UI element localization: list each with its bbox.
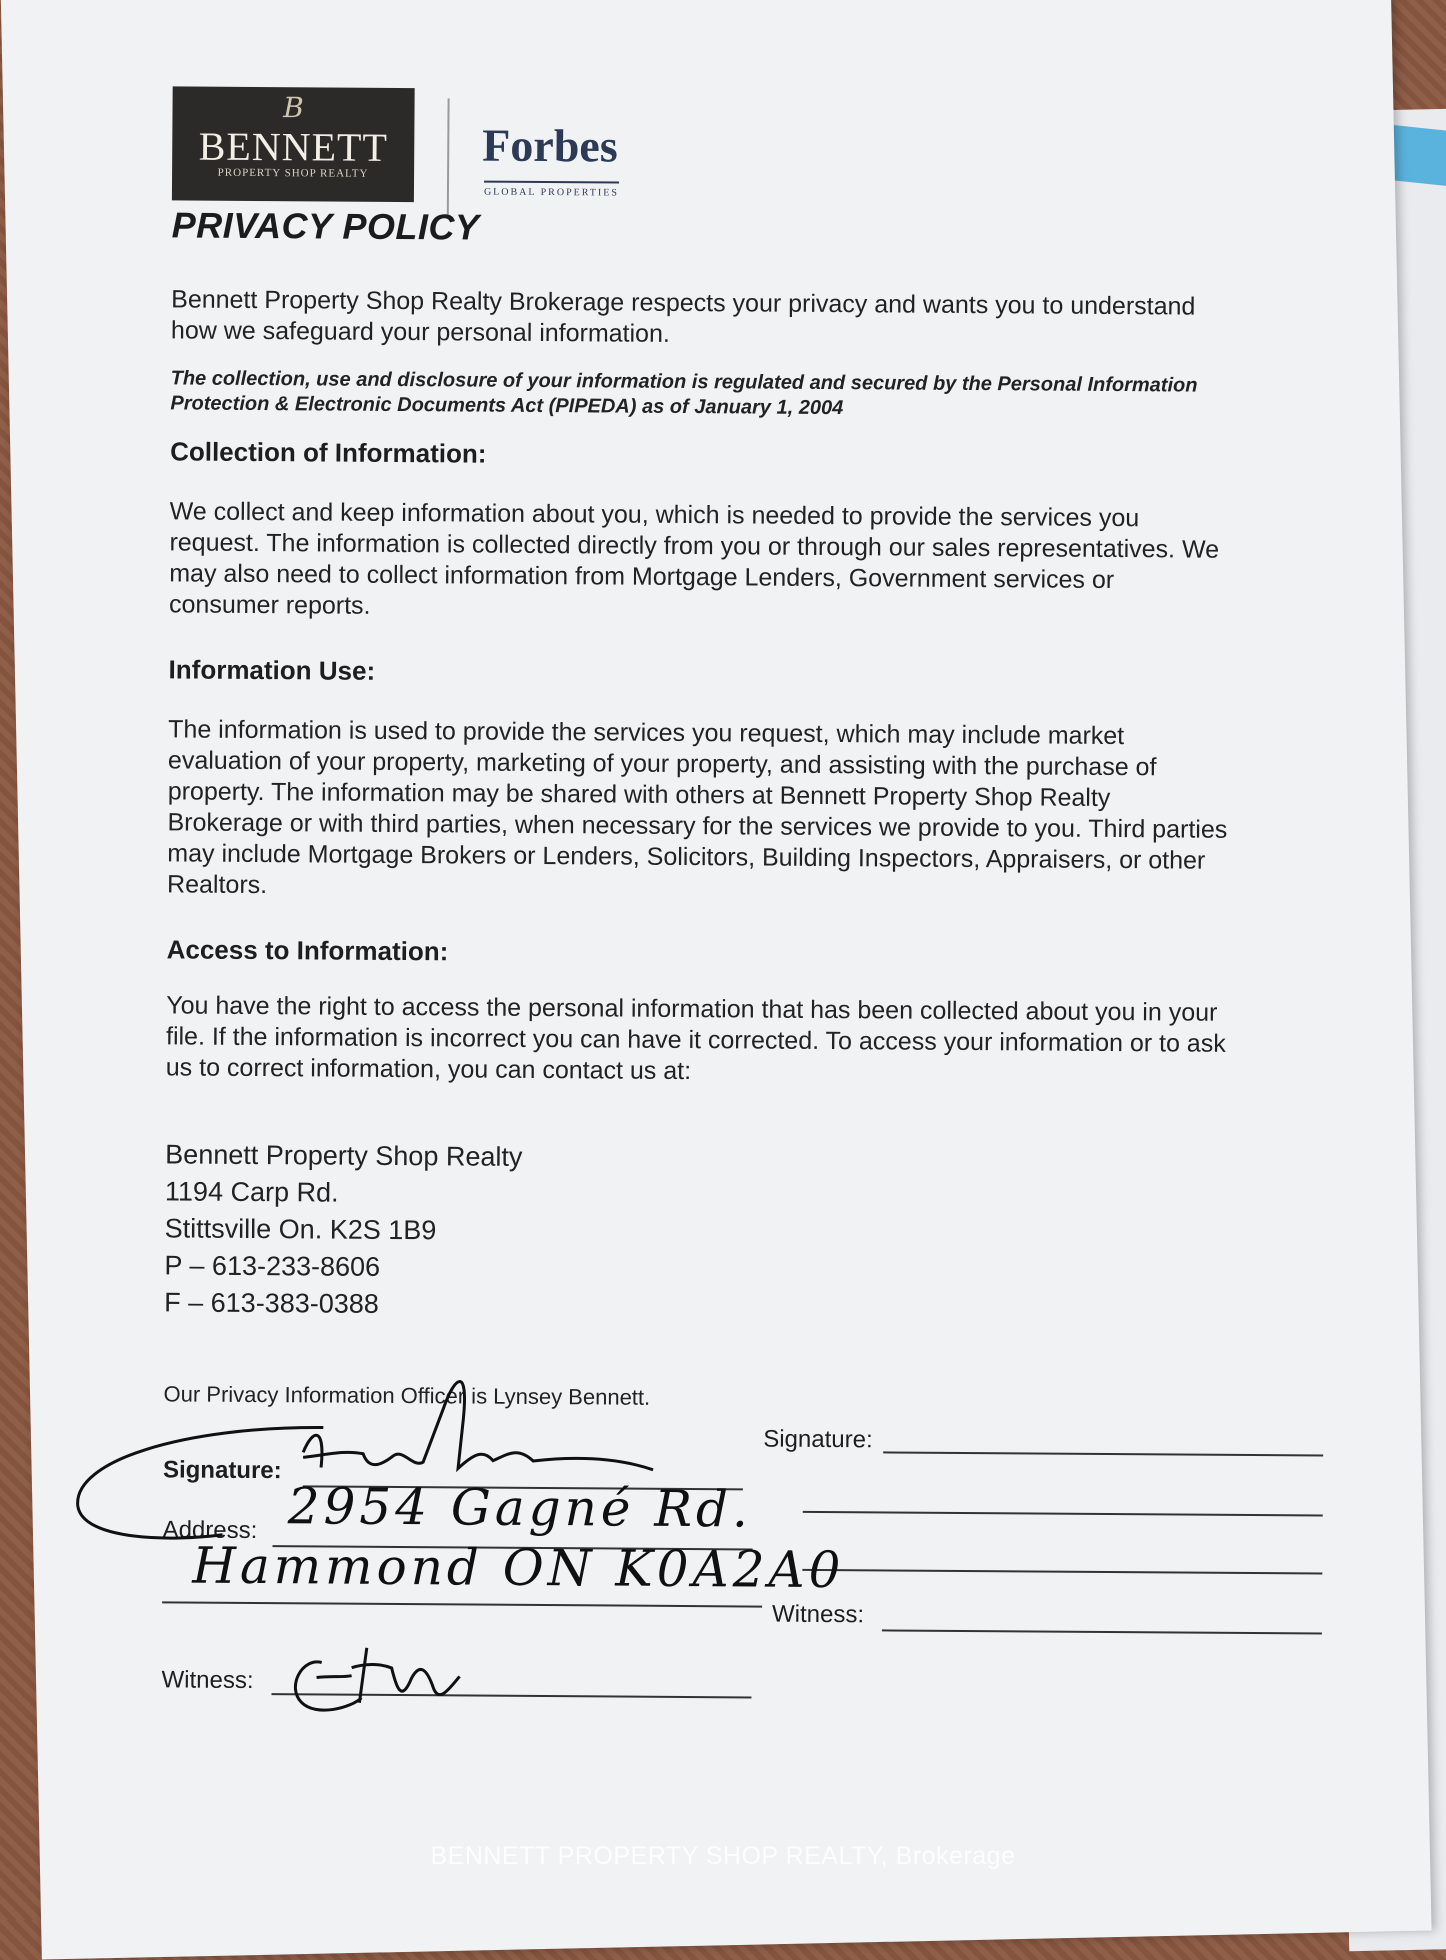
address-line-4[interactable] bbox=[802, 1569, 1322, 1575]
page-title: PRIVACY POLICY bbox=[171, 204, 480, 248]
witness-line[interactable] bbox=[271, 1693, 751, 1698]
witness-line-2[interactable] bbox=[882, 1629, 1322, 1634]
watermark: BENNETT PROPERTY SHOP REALTY, Brokerage bbox=[430, 1842, 1016, 1870]
section-body-collection: We collect and keep information about you, which is needed to provide the services you request. The information is collected directly from you or through our sales representatives. We may also need to collect information from Mortgage Lenders, Government services or consumer reports. bbox=[168, 497, 1220, 620]
contact-street: 1194 Carp Rd. bbox=[164, 1176, 339, 1208]
section-body-access: You have the right to access the personal information that has been collected about you in your file. If the information is incorrect you can have it corrected. To access your information or to ask us to correct information, you can contact us at: bbox=[165, 991, 1226, 1086]
privacy-officer: Our Privacy Information Officer is Lynsey Bennett. bbox=[163, 1381, 651, 1410]
handwritten-address-line-2: Hammond ON K0A2A0 bbox=[192, 1536, 845, 1600]
intro-paragraph: Bennett Property Shop Realty Brokerage respects your privacy and wants you to understand how we safeguard your personal information. bbox=[170, 285, 1196, 348]
address-line-3[interactable] bbox=[162, 1601, 762, 1607]
signature-label: Signature: bbox=[162, 1456, 282, 1485]
regulation-paragraph: The collection, use and disclosure of your information is regulated and secured by the Personal Information Protection & Electronic Documents Act (PIPEDA) as of January 1, 2004 bbox=[170, 367, 1198, 420]
contact-city: Stittsville On. K2S 1B9 bbox=[164, 1213, 437, 1246]
address-label: Address: bbox=[162, 1516, 258, 1545]
document-content bbox=[161, 86, 1353, 1695]
handwritten-address-line-1: 2954 Gagné Rd. bbox=[287, 1477, 753, 1539]
bennett-logo-name: BENNETT bbox=[198, 123, 389, 170]
handwritten-signature bbox=[62, 1356, 763, 1561]
contact-phone: P – 613-233-8606 bbox=[164, 1250, 381, 1282]
section-body-use: The information is used to provide the services you request, which may include market evaluation of your property, marketing of your property, and assisting with the purchase of property. The information may be shared with others at Bennett Property Shop Realty Brokerage or with third parties, when necessary for the services we provide to you. Third parties may include Mortgage Brokers or Lenders, Solicitors, Building Inspectors, Appraisers, or other Realtors. bbox=[167, 715, 1228, 900]
contact-fax: F – 613-383-0388 bbox=[164, 1287, 379, 1319]
signature-line-2[interactable] bbox=[883, 1451, 1323, 1456]
bennett-logo-mark: B bbox=[283, 91, 304, 125]
contact-address bbox=[164, 1136, 523, 1323]
contact-name: Bennett Property Shop Realty bbox=[165, 1139, 523, 1172]
section-heading-access: Access to Information: bbox=[166, 934, 449, 967]
section-heading-use: Information Use: bbox=[168, 654, 376, 686]
witness-label-2: Witness: bbox=[771, 1600, 865, 1629]
signature-label-2: Signature: bbox=[763, 1425, 873, 1454]
forbes-logo-sub: GLOBAL PROPERTIES bbox=[484, 181, 619, 199]
witness-label: Witness: bbox=[161, 1666, 254, 1695]
section-heading-collection: Collection of Information: bbox=[170, 436, 487, 469]
bennett-logo bbox=[172, 86, 415, 202]
bennett-logo-sub: PROPERTY SHOP REALTY bbox=[217, 166, 369, 180]
address-line-2[interactable] bbox=[803, 1511, 1323, 1517]
forbes-logo-name: Forbes bbox=[482, 119, 618, 172]
logo-divider bbox=[447, 98, 450, 218]
